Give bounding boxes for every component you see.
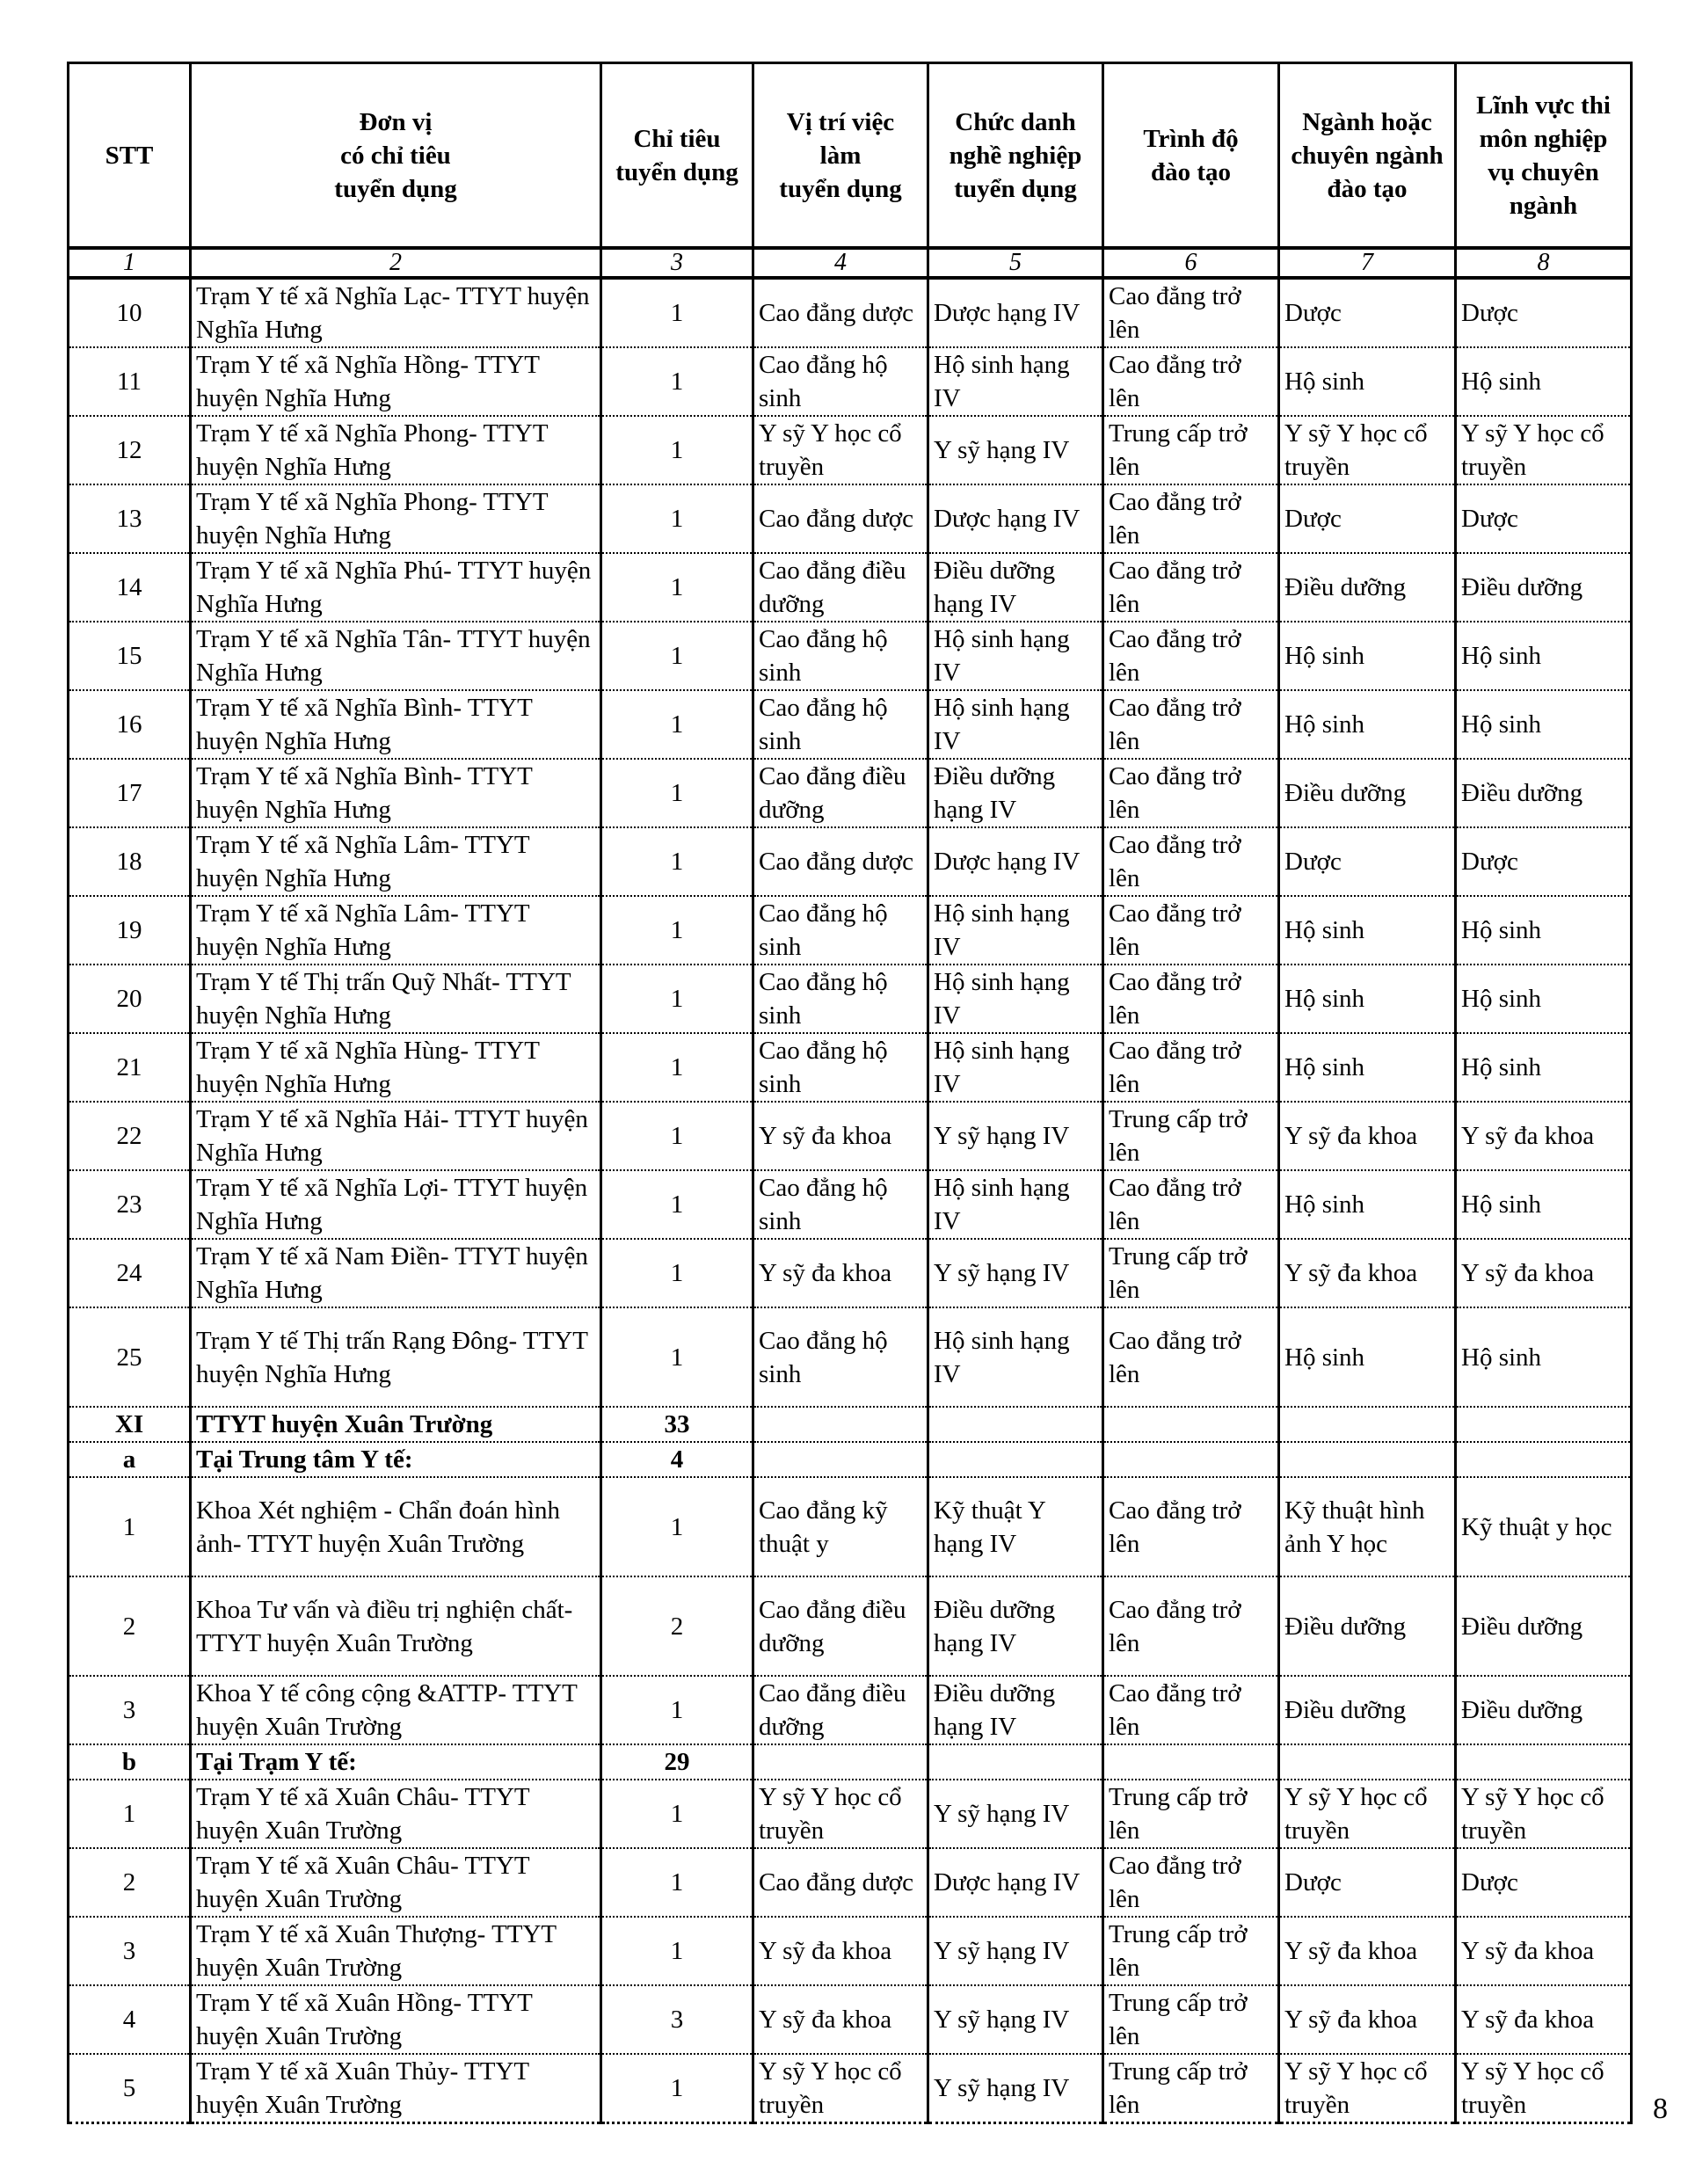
- cell-major: [1279, 1407, 1456, 1442]
- table-row: [69, 1848, 1632, 1917]
- cell-major: Y sỹ đa khoa: [1279, 1917, 1456, 1985]
- cell-position: Cao đẳng điều dưỡng: [753, 553, 928, 622]
- cell-job-title: [928, 1744, 1103, 1780]
- cell-exam-field: Y sỹ đa khoa: [1456, 1102, 1632, 1170]
- cell-stt: 22: [69, 1102, 191, 1170]
- table-row: [69, 347, 1632, 416]
- cell-stt: 21: [69, 1033, 191, 1102]
- cell-job-title: Y sỹ hạng IV: [928, 2054, 1103, 2123]
- cell-major: [1279, 1442, 1456, 1477]
- cell-unit: Trạm Y tế xã Xuân Thủy- TTYT huyện Xuân Trường: [191, 2054, 601, 2123]
- cell-stt: b: [69, 1744, 191, 1780]
- cell-education-level: Trung cấp trở lên: [1103, 1780, 1279, 1848]
- cell-position: Cao đẳng hộ sinh: [753, 1307, 928, 1407]
- cell-major: Hộ sinh: [1279, 1170, 1456, 1239]
- cell-quota: 2: [601, 1576, 753, 1676]
- cell-stt: 2: [69, 1848, 191, 1917]
- table-row: [69, 827, 1632, 896]
- cell-stt: 13: [69, 484, 191, 553]
- cell-exam-field: Y sỹ đa khoa: [1456, 1985, 1632, 2054]
- cell-unit: Trạm Y tế xã Nghĩa Bình- TTYT huyện Nghĩa Hưng: [191, 759, 601, 827]
- cell-education-level: Cao đẳng trở lên: [1103, 690, 1279, 759]
- cell-position: Cao đẳng hộ sinh: [753, 690, 928, 759]
- cell-job-title: Dược hạng IV: [928, 827, 1103, 896]
- cell-job-title: Hộ sinh hạng IV: [928, 622, 1103, 690]
- cell-unit: Trạm Y tế xã Nghĩa Hồng- TTYT huyện Nghĩa Hưng: [191, 347, 601, 416]
- cell-exam-field: Hộ sinh: [1456, 347, 1632, 416]
- cell-job-title: Kỹ thuật Y hạng IV: [928, 1477, 1103, 1576]
- cell-major: Dược: [1279, 1848, 1456, 1917]
- cell-stt: 1: [69, 1477, 191, 1576]
- cell-stt: 15: [69, 622, 191, 690]
- cell-quota: 33: [601, 1407, 753, 1442]
- cell-unit: Trạm Y tế Thị trấn Quỹ Nhất- TTYT huyện Nghĩa Hưng: [191, 965, 601, 1033]
- cell-job-title: [928, 1407, 1103, 1442]
- cell-unit: Trạm Y tế xã Nghĩa Lạc- TTYT huyện Nghĩa Hưng: [191, 278, 601, 347]
- cell-major: Y sỹ đa khoa: [1279, 1985, 1456, 2054]
- cell-quota: 1: [601, 622, 753, 690]
- cell-job-title: [928, 1442, 1103, 1477]
- cell-major: Dược: [1279, 278, 1456, 347]
- cell-quota: 1: [601, 1307, 753, 1407]
- cell-stt: 18: [69, 827, 191, 896]
- table-row: [69, 1780, 1632, 1848]
- cell-position: Cao đẳng điều dưỡng: [753, 1576, 928, 1676]
- cell-position: Cao đẳng dược: [753, 278, 928, 347]
- cell-stt: a: [69, 1442, 191, 1477]
- cell-exam-field: Dược: [1456, 278, 1632, 347]
- column-number-row: [69, 248, 1632, 278]
- cell-major: Dược: [1279, 484, 1456, 553]
- cell-major: [1279, 1744, 1456, 1780]
- cell-position: Cao đẳng điều dưỡng: [753, 759, 928, 827]
- cell-quota: 1: [601, 896, 753, 965]
- cell-quota: 1: [601, 484, 753, 553]
- cell-position: Cao đẳng dược: [753, 484, 928, 553]
- cell-major: Hộ sinh: [1279, 622, 1456, 690]
- group-row: [69, 1442, 1632, 1477]
- cell-position: Cao đẳng hộ sinh: [753, 965, 928, 1033]
- cell-education-level: Cao đẳng trở lên: [1103, 278, 1279, 347]
- cell-quota: 1: [601, 416, 753, 484]
- cell-quota: 1: [601, 278, 753, 347]
- cell-quota: 4: [601, 1442, 753, 1477]
- cell-unit: Tại Trung tâm Y tế:: [191, 1442, 601, 1477]
- cell-exam-field: Điều dưỡng: [1456, 1576, 1632, 1676]
- cell-education-level: Cao đẳng trở lên: [1103, 759, 1279, 827]
- cell-quota: 1: [601, 827, 753, 896]
- table-row: [69, 1239, 1632, 1307]
- cell-exam-field: Y sỹ Y học cổ truyền: [1456, 2054, 1632, 2123]
- cell-unit: Khoa Y tế công cộng &ATTP- TTYT huyện Xuân Trường: [191, 1676, 601, 1744]
- cell-position: Cao đẳng hộ sinh: [753, 347, 928, 416]
- table-row: [69, 1477, 1632, 1576]
- header-position: Vị trí việc làm tuyển dụng: [753, 63, 928, 249]
- cell-unit: Trạm Y tế xã Nghĩa Phong- TTYT huyện Nghĩa Hưng: [191, 416, 601, 484]
- column-number: 3: [601, 248, 753, 278]
- table-row: [69, 965, 1632, 1033]
- cell-unit: Trạm Y tế xã Nghĩa Lâm- TTYT huyện Nghĩa Hưng: [191, 896, 601, 965]
- cell-job-title: Dược hạng IV: [928, 278, 1103, 347]
- cell-job-title: Điều dưỡng hạng IV: [928, 1576, 1103, 1676]
- header-major: Ngành hoặc chuyên ngành đào tạo: [1279, 63, 1456, 249]
- table-row: [69, 759, 1632, 827]
- cell-education-level: Trung cấp trở lên: [1103, 416, 1279, 484]
- cell-education-level: Trung cấp trở lên: [1103, 1985, 1279, 2054]
- cell-education-level: Trung cấp trở lên: [1103, 1102, 1279, 1170]
- cell-exam-field: Dược: [1456, 827, 1632, 896]
- cell-position: Cao đẳng điều dưỡng: [753, 1676, 928, 1744]
- cell-education-level: Trung cấp trở lên: [1103, 1239, 1279, 1307]
- cell-major: Điều dưỡng: [1279, 759, 1456, 827]
- cell-stt: 3: [69, 1917, 191, 1985]
- header-row: [69, 63, 1632, 249]
- cell-quota: 1: [601, 1170, 753, 1239]
- cell-unit: Trạm Y tế xã Nghĩa Lợi- TTYT huyện Nghĩa Hưng: [191, 1170, 601, 1239]
- cell-major: Điều dưỡng: [1279, 1676, 1456, 1744]
- cell-major: Hộ sinh: [1279, 1033, 1456, 1102]
- cell-stt: 5: [69, 2054, 191, 2123]
- cell-stt: 14: [69, 553, 191, 622]
- cell-exam-field: Hộ sinh: [1456, 622, 1632, 690]
- cell-major: Y sỹ Y học cổ truyền: [1279, 416, 1456, 484]
- header-education-level: Trình độ đào tạo: [1103, 63, 1279, 249]
- cell-job-title: Hộ sinh hạng IV: [928, 896, 1103, 965]
- cell-position: Y sỹ đa khoa: [753, 1985, 928, 2054]
- cell-major: Y sỹ đa khoa: [1279, 1239, 1456, 1307]
- cell-stt: 10: [69, 278, 191, 347]
- table-row: [69, 416, 1632, 484]
- cell-exam-field: Y sỹ đa khoa: [1456, 1239, 1632, 1307]
- cell-quota: 1: [601, 347, 753, 416]
- cell-position: Y sỹ đa khoa: [753, 1917, 928, 1985]
- cell-unit: Trạm Y tế Thị trấn Rạng Đông- TTYT huyện Nghĩa Hưng: [191, 1307, 601, 1407]
- cell-quota: 29: [601, 1744, 753, 1780]
- cell-exam-field: Y sỹ Y học cổ truyền: [1456, 416, 1632, 484]
- cell-education-level: Cao đẳng trở lên: [1103, 484, 1279, 553]
- table-row: [69, 1307, 1632, 1407]
- table-row: [69, 2054, 1632, 2123]
- cell-exam-field: Hộ sinh: [1456, 965, 1632, 1033]
- cell-job-title: Điều dưỡng hạng IV: [928, 553, 1103, 622]
- cell-position: Y sỹ đa khoa: [753, 1102, 928, 1170]
- cell-major: Hộ sinh: [1279, 1307, 1456, 1407]
- cell-exam-field: Dược: [1456, 484, 1632, 553]
- cell-education-level: Cao đẳng trở lên: [1103, 1848, 1279, 1917]
- cell-stt: 23: [69, 1170, 191, 1239]
- header-stt: STT: [69, 63, 191, 249]
- cell-stt: 25: [69, 1307, 191, 1407]
- cell-exam-field: Điều dưỡng: [1456, 1676, 1632, 1744]
- cell-quota: 1: [601, 1848, 753, 1917]
- cell-exam-field: Kỹ thuật y học: [1456, 1477, 1632, 1576]
- cell-exam-field: Dược: [1456, 1848, 1632, 1917]
- cell-major: Dược: [1279, 827, 1456, 896]
- cell-unit: Trạm Y tế xã Nghĩa Hải- TTYT huyện Nghĩa Hưng: [191, 1102, 601, 1170]
- cell-education-level: [1103, 1744, 1279, 1780]
- cell-education-level: Cao đẳng trở lên: [1103, 1576, 1279, 1676]
- cell-position: Cao đẳng hộ sinh: [753, 1033, 928, 1102]
- cell-exam-field: Hộ sinh: [1456, 1307, 1632, 1407]
- cell-quota: 1: [601, 1780, 753, 1848]
- cell-education-level: Cao đẳng trở lên: [1103, 622, 1279, 690]
- cell-position: Cao đẳng kỹ thuật y: [753, 1477, 928, 1576]
- cell-education-level: Cao đẳng trở lên: [1103, 1170, 1279, 1239]
- cell-unit: Trạm Y tế xã Nghĩa Tân- TTYT huyện Nghĩa Hưng: [191, 622, 601, 690]
- table-row: [69, 896, 1632, 965]
- cell-unit: Trạm Y tế xã Xuân Hồng- TTYT huyện Xuân Trường: [191, 1985, 601, 2054]
- cell-major: Hộ sinh: [1279, 896, 1456, 965]
- page-number: 8: [1653, 2093, 1668, 2125]
- cell-unit: Trạm Y tế xã Nghĩa Phong- TTYT huyện Nghĩa Hưng: [191, 484, 601, 553]
- table-row: [69, 690, 1632, 759]
- column-number: 2: [191, 248, 601, 278]
- cell-exam-field: Hộ sinh: [1456, 1170, 1632, 1239]
- cell-job-title: Hộ sinh hạng IV: [928, 690, 1103, 759]
- cell-job-title: Hộ sinh hạng IV: [928, 347, 1103, 416]
- cell-job-title: Y sỹ hạng IV: [928, 1780, 1103, 1848]
- cell-position: Cao đẳng hộ sinh: [753, 1170, 928, 1239]
- cell-exam-field: Điều dưỡng: [1456, 553, 1632, 622]
- cell-unit: Trạm Y tế xã Nghĩa Bình- TTYT huyện Nghĩa Hưng: [191, 690, 601, 759]
- cell-stt: 4: [69, 1985, 191, 2054]
- group-row: [69, 1744, 1632, 1780]
- column-number: 5: [928, 248, 1103, 278]
- table-row: [69, 1102, 1632, 1170]
- cell-education-level: Cao đẳng trở lên: [1103, 965, 1279, 1033]
- cell-major: Hộ sinh: [1279, 965, 1456, 1033]
- cell-education-level: Trung cấp trở lên: [1103, 2054, 1279, 2123]
- cell-exam-field: Hộ sinh: [1456, 896, 1632, 965]
- cell-education-level: Cao đẳng trở lên: [1103, 553, 1279, 622]
- cell-stt: 3: [69, 1676, 191, 1744]
- cell-major: Hộ sinh: [1279, 690, 1456, 759]
- cell-stt: 24: [69, 1239, 191, 1307]
- table-row: [69, 1917, 1632, 1985]
- cell-major: Điều dưỡng: [1279, 553, 1456, 622]
- cell-unit: Tại Trạm Y tế:: [191, 1744, 601, 1780]
- cell-exam-field: Hộ sinh: [1456, 690, 1632, 759]
- cell-position: Y sỹ Y học cổ truyền: [753, 416, 928, 484]
- cell-major: Kỹ thuật hình ảnh Y học: [1279, 1477, 1456, 1576]
- cell-stt: XI: [69, 1407, 191, 1442]
- column-number: 8: [1456, 248, 1632, 278]
- cell-exam-field: [1456, 1442, 1632, 1477]
- cell-position: Cao đẳng hộ sinh: [753, 622, 928, 690]
- cell-unit: Khoa Tư vấn và điều trị nghiện chất- TTYT huyện Xuân Trường: [191, 1576, 601, 1676]
- cell-job-title: Y sỹ hạng IV: [928, 1239, 1103, 1307]
- table-row: [69, 278, 1632, 347]
- cell-education-level: [1103, 1407, 1279, 1442]
- table-row: [69, 553, 1632, 622]
- cell-stt: 2: [69, 1576, 191, 1676]
- cell-quota: 1: [601, 1033, 753, 1102]
- cell-job-title: Dược hạng IV: [928, 1848, 1103, 1917]
- cell-major: Y sỹ đa khoa: [1279, 1102, 1456, 1170]
- table-row: [69, 1985, 1632, 2054]
- cell-stt: 11: [69, 347, 191, 416]
- cell-major: Y sỹ Y học cổ truyền: [1279, 2054, 1456, 2123]
- cell-major: Y sỹ Y học cổ truyền: [1279, 1780, 1456, 1848]
- cell-quota: 1: [601, 553, 753, 622]
- cell-job-title: Y sỹ hạng IV: [928, 1985, 1103, 2054]
- recruitment-table: [67, 62, 1633, 2124]
- cell-position: [753, 1744, 928, 1780]
- table-row: [69, 1676, 1632, 1744]
- cell-quota: 1: [601, 1917, 753, 1985]
- table-row: [69, 1576, 1632, 1676]
- cell-position: Cao đẳng dược: [753, 1848, 928, 1917]
- cell-quota: 1: [601, 759, 753, 827]
- cell-quota: 3: [601, 1985, 753, 2054]
- cell-stt: 20: [69, 965, 191, 1033]
- cell-position: [753, 1442, 928, 1477]
- cell-exam-field: Điều dưỡng: [1456, 759, 1632, 827]
- document-page: [67, 62, 1633, 2124]
- cell-unit: Trạm Y tế xã Nghĩa Phú- TTYT huyện Nghĩa Hưng: [191, 553, 601, 622]
- cell-stt: 19: [69, 896, 191, 965]
- table-row: [69, 622, 1632, 690]
- cell-quota: 1: [601, 1102, 753, 1170]
- cell-job-title: Dược hạng IV: [928, 484, 1103, 553]
- cell-stt: 17: [69, 759, 191, 827]
- cell-unit: Trạm Y tế xã Nghĩa Hùng- TTYT huyện Nghĩa Hưng: [191, 1033, 601, 1102]
- cell-position: Y sỹ đa khoa: [753, 1239, 928, 1307]
- cell-quota: 1: [601, 1676, 753, 1744]
- column-number: 4: [753, 248, 928, 278]
- cell-education-level: Trung cấp trở lên: [1103, 1917, 1279, 1985]
- cell-quota: 1: [601, 1477, 753, 1576]
- cell-major: Hộ sinh: [1279, 347, 1456, 416]
- cell-education-level: Cao đẳng trở lên: [1103, 1033, 1279, 1102]
- header-exam-field: Lĩnh vực thi môn nghiệp vụ chuyên ngành: [1456, 63, 1632, 249]
- cell-education-level: Cao đẳng trở lên: [1103, 1477, 1279, 1576]
- cell-job-title: Điều dưỡng hạng IV: [928, 759, 1103, 827]
- cell-job-title: Hộ sinh hạng IV: [928, 1170, 1103, 1239]
- cell-stt: 12: [69, 416, 191, 484]
- cell-exam-field: Hộ sinh: [1456, 1033, 1632, 1102]
- cell-position: Y sỹ Y học cổ truyền: [753, 2054, 928, 2123]
- cell-stt: 1: [69, 1780, 191, 1848]
- cell-unit: Trạm Y tế xã Nam Điền- TTYT huyện Nghĩa Hưng: [191, 1239, 601, 1307]
- cell-unit: Trạm Y tế xã Nghĩa Lâm- TTYT huyện Nghĩa Hưng: [191, 827, 601, 896]
- column-number: 1: [69, 248, 191, 278]
- cell-education-level: Cao đẳng trở lên: [1103, 827, 1279, 896]
- cell-education-level: [1103, 1442, 1279, 1477]
- cell-job-title: Điều dưỡng hạng IV: [928, 1676, 1103, 1744]
- cell-quota: 1: [601, 690, 753, 759]
- cell-job-title: Hộ sinh hạng IV: [928, 1307, 1103, 1407]
- cell-unit: Trạm Y tế xã Xuân Thượng- TTYT huyện Xuân Trường: [191, 1917, 601, 1985]
- cell-education-level: Cao đẳng trở lên: [1103, 896, 1279, 965]
- column-number: 6: [1103, 248, 1279, 278]
- cell-quota: 1: [601, 1239, 753, 1307]
- table-row: [69, 1033, 1632, 1102]
- header-job-title: Chức danh nghề nghiệp tuyển dụng: [928, 63, 1103, 249]
- cell-job-title: Hộ sinh hạng IV: [928, 965, 1103, 1033]
- cell-position: Cao đẳng dược: [753, 827, 928, 896]
- cell-position: Cao đẳng hộ sinh: [753, 896, 928, 965]
- cell-exam-field: Y sỹ đa khoa: [1456, 1917, 1632, 1985]
- column-number: 7: [1279, 248, 1456, 278]
- cell-job-title: Y sỹ hạng IV: [928, 1917, 1103, 1985]
- cell-unit: Khoa Xét nghiệm - Chẩn đoán hình ảnh- TTYT huyện Xuân Trường: [191, 1477, 601, 1576]
- table-row: [69, 1170, 1632, 1239]
- group-row: [69, 1407, 1632, 1442]
- cell-education-level: Cao đẳng trở lên: [1103, 347, 1279, 416]
- cell-job-title: Hộ sinh hạng IV: [928, 1033, 1103, 1102]
- cell-stt: 16: [69, 690, 191, 759]
- cell-exam-field: [1456, 1407, 1632, 1442]
- table-body: [69, 278, 1632, 2123]
- header-unit: Đơn vị có chỉ tiêu tuyển dụng: [191, 63, 601, 249]
- cell-position: [753, 1407, 928, 1442]
- cell-quota: 1: [601, 2054, 753, 2123]
- cell-major: Điều dưỡng: [1279, 1576, 1456, 1676]
- cell-exam-field: Y sỹ Y học cổ truyền: [1456, 1780, 1632, 1848]
- table-row: [69, 484, 1632, 553]
- cell-quota: 1: [601, 965, 753, 1033]
- cell-unit: Trạm Y tế xã Xuân Châu- TTYT huyện Xuân Trường: [191, 1780, 601, 1848]
- cell-education-level: Cao đẳng trở lên: [1103, 1307, 1279, 1407]
- cell-education-level: Cao đẳng trở lên: [1103, 1676, 1279, 1744]
- cell-unit: Trạm Y tế xã Xuân Châu- TTYT huyện Xuân Trường: [191, 1848, 601, 1917]
- cell-position: Y sỹ Y học cổ truyền: [753, 1780, 928, 1848]
- cell-exam-field: [1456, 1744, 1632, 1780]
- header-quota: Chỉ tiêu tuyển dụng: [601, 63, 753, 249]
- cell-job-title: Y sỹ hạng IV: [928, 416, 1103, 484]
- cell-unit: TTYT huyện Xuân Trường: [191, 1407, 601, 1442]
- cell-job-title: Y sỹ hạng IV: [928, 1102, 1103, 1170]
